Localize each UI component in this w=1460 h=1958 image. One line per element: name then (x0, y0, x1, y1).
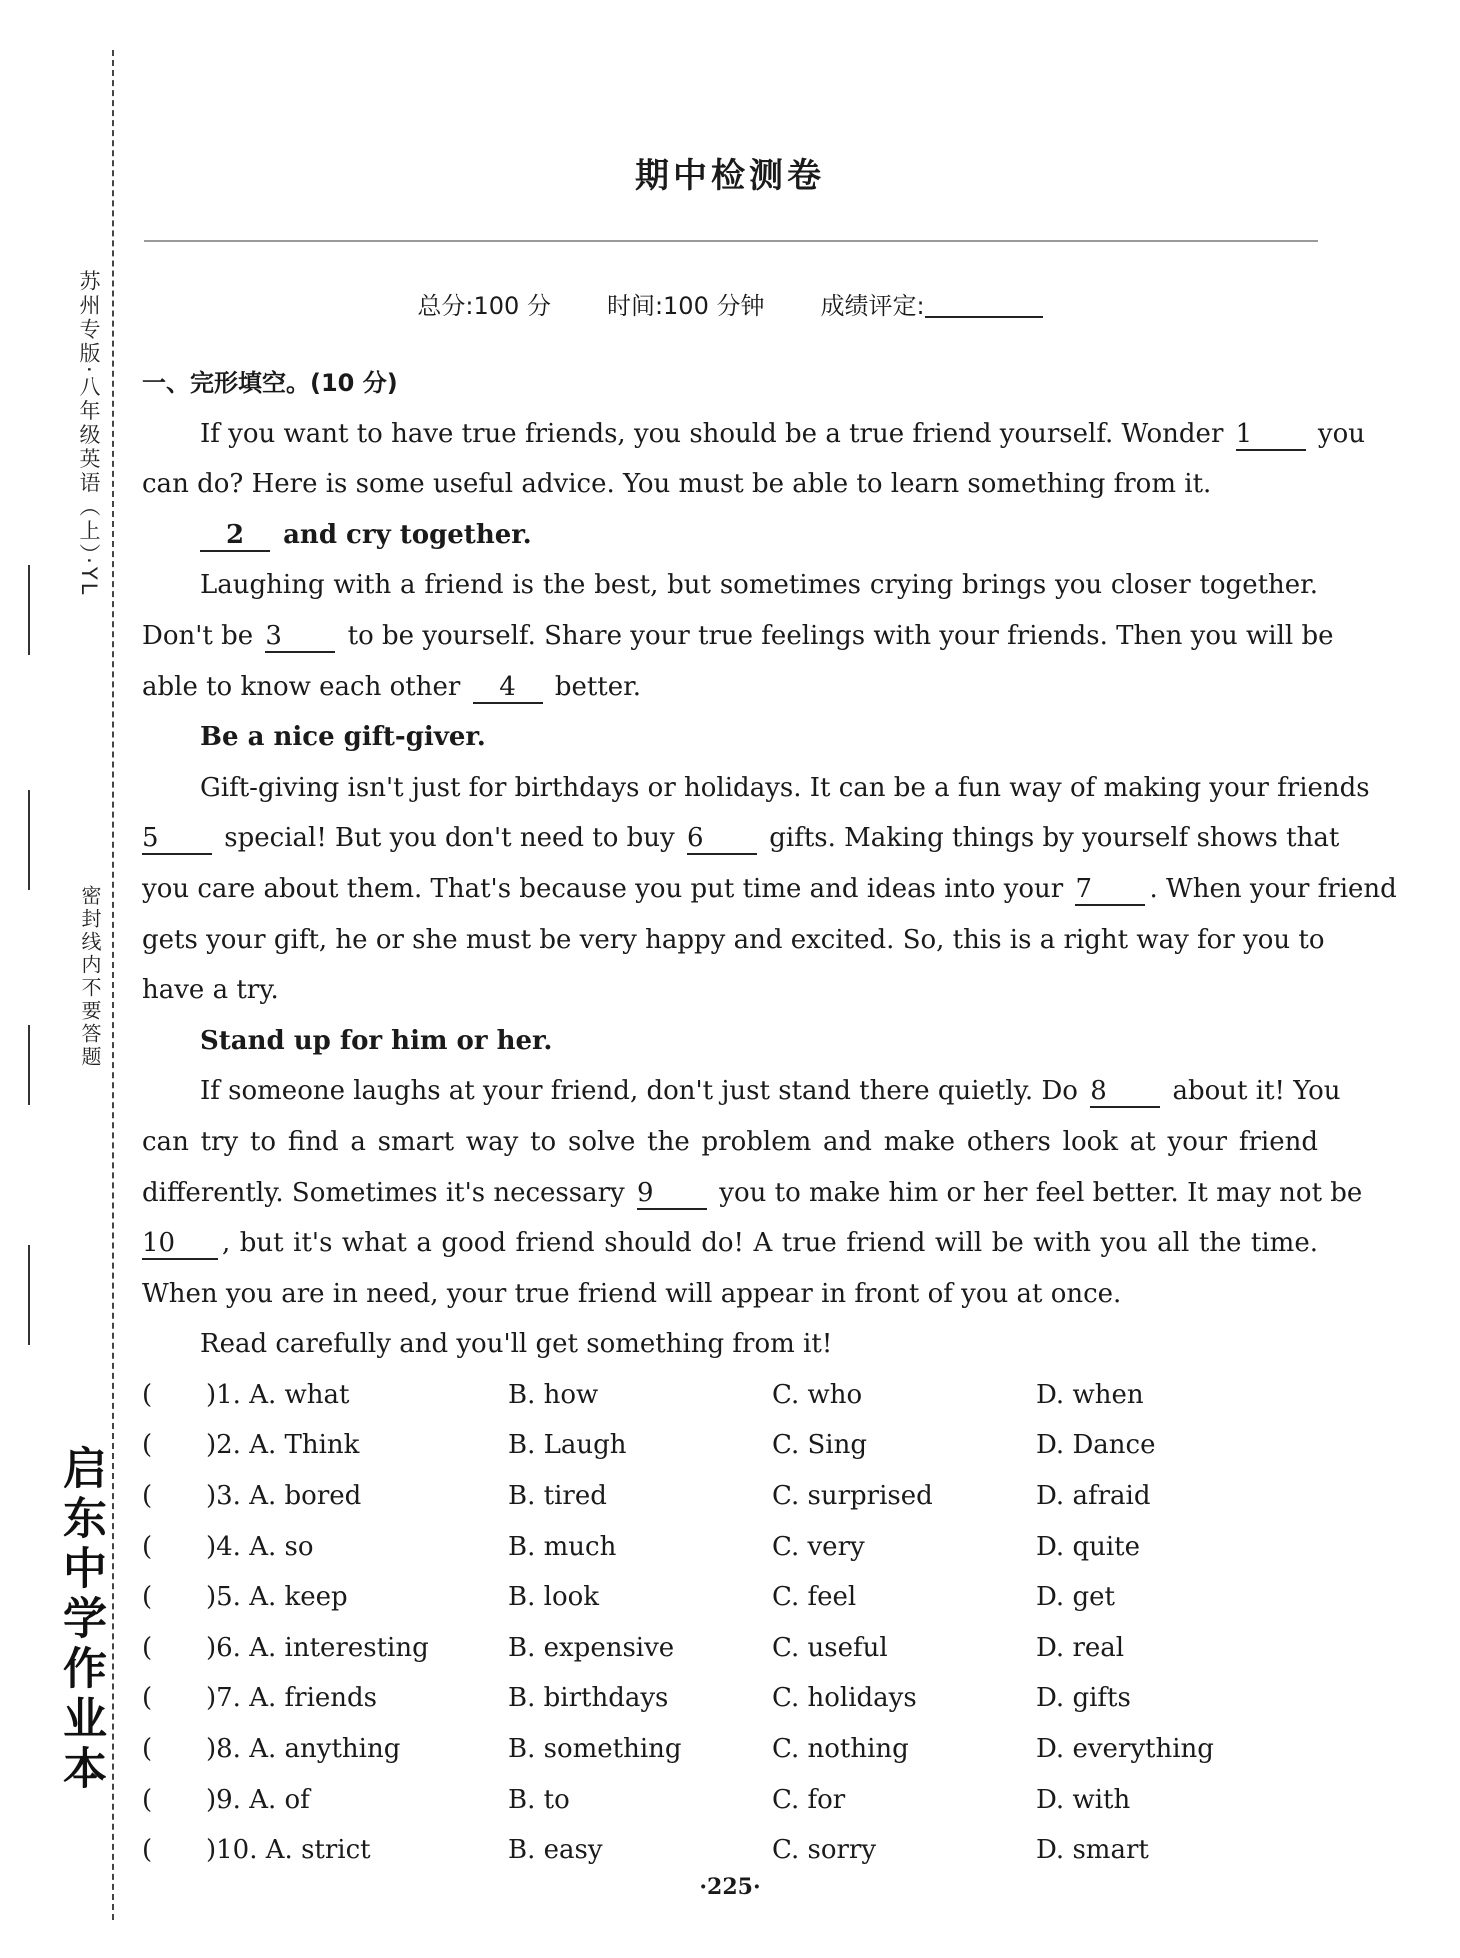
page-title: 期中检测卷 (635, 156, 825, 196)
seal-notice: 密封线内不要答题 (78, 885, 102, 1069)
blank-10[interactable]: 10 (142, 1228, 218, 1260)
school-field-line (28, 1245, 30, 1345)
blank-8[interactable]: 8 (1090, 1076, 1160, 1108)
number-field-line (28, 1025, 30, 1105)
blank-5[interactable]: 5 (142, 823, 212, 855)
question-row[interactable]: ( )5. A. keep B. look C. feel D. get (142, 1582, 1115, 1613)
blank-7[interactable]: 7 (1075, 874, 1145, 906)
seal-line (112, 50, 114, 1920)
blank-6[interactable]: 6 (687, 823, 757, 855)
question-row[interactable]: ( )6. A. interesting B. expensive C. useful D. real (142, 1632, 1125, 1663)
question-row[interactable]: ( )4. A. so B. much C. very D. quite (142, 1531, 1140, 1562)
passage-line: gets your gift, he or she must be very happy and excited. So, this is a right way for you to (142, 924, 1325, 955)
question-row[interactable]: ( )9. A. of B. to C. for D. with (142, 1784, 1131, 1815)
blank-4[interactable]: 4 (473, 672, 543, 704)
total-score: 总分:100 分 (417, 292, 551, 320)
passage-line: When you are in need, your true friend will appear in front of you at once. (142, 1278, 1122, 1309)
question-row[interactable]: ( )7. A. friends B. birthdays C. holidays D. gifts (142, 1683, 1131, 1714)
grade-blank[interactable] (925, 292, 1043, 318)
passage-line: 5 special! But you don't need to buy 6 gifts. Making things by yourself shows that (142, 823, 1340, 854)
passage-line: can do? Here is some useful advice. You must be able to learn something from it. (142, 469, 1212, 500)
question-row[interactable]: ( )3. A. bored B. tired C. surprised D. afraid (142, 1481, 1151, 1512)
question-row[interactable]: ( )8. A. anything B. something C. nothing D. everything (142, 1734, 1214, 1765)
passage-line: Don't be 3 to be yourself. Share your true feelings with your friends. Then you will be (142, 620, 1334, 651)
passage-line: have a try. (142, 975, 279, 1006)
passage-line: Gift-giving isn't just for birthdays or holidays. It can be a fun way of making your friends (200, 772, 1370, 803)
time-limit: 时间:100 分钟 (606, 292, 765, 320)
passage-line: 10 , but it's what a good friend should do! A true friend will be with you all the time. (142, 1228, 1318, 1259)
score-info (0, 286, 1460, 321)
passage-line: Laughing with a friend is the best, but sometimes crying brings you closer together. (200, 570, 1318, 601)
series-label: 苏州专版·八年级英语（上）·YL (77, 270, 101, 598)
exam-content (142, 358, 1397, 1876)
subheading: Stand up for him or her. (200, 1025, 553, 1056)
question-row[interactable]: ( )10. A. strict B. easy C. sorry D. smart (142, 1835, 1149, 1866)
blank-9[interactable]: 9 (637, 1178, 707, 1210)
question-row[interactable]: ( )2. A. Think B. Laugh C. Sing D. Dance (142, 1430, 1156, 1461)
blank-1[interactable]: 1 (1236, 419, 1306, 451)
blank-3[interactable]: 3 (265, 621, 335, 653)
passage-line: If someone laughs at your friend, don't just stand there quietly. Do 8 about it! You (200, 1076, 1341, 1107)
passage-line: can try to find a smart way to solve the problem and make others look at your friend (142, 1126, 1318, 1157)
grade-label: 成绩评定: (820, 292, 925, 320)
name-field-line (28, 565, 30, 655)
brand-title: 启东中学作业本 (55, 1445, 106, 1795)
class-field-line (28, 790, 30, 890)
subheading: Be a nice gift-giver. (200, 722, 486, 753)
section-heading: 一、完形填空。(10 分) (142, 369, 398, 397)
passage-line: Read carefully and you'll get something from it! (200, 1329, 833, 1360)
passage-line: you care about them. That's because you put time and ideas into your 7 . When your friend (142, 873, 1397, 904)
question-row[interactable]: ( )1. A. what B. how C. who D. when (142, 1379, 1144, 1410)
passage-line: If you want to have true friends, you should be a true friend yourself. Wonder 1 you (200, 418, 1365, 449)
page-number: ·225· (699, 1874, 761, 1900)
blank-2[interactable]: 2 (200, 520, 270, 552)
passage-line: able to know each other 4 better. (142, 671, 641, 702)
title-divider (144, 240, 1318, 242)
passage-line: differently. Sometimes it's necessary 9 you to make him or her feel better. It may not be (142, 1177, 1363, 1208)
subheading: 2 and cry together. (142, 510, 1318, 561)
